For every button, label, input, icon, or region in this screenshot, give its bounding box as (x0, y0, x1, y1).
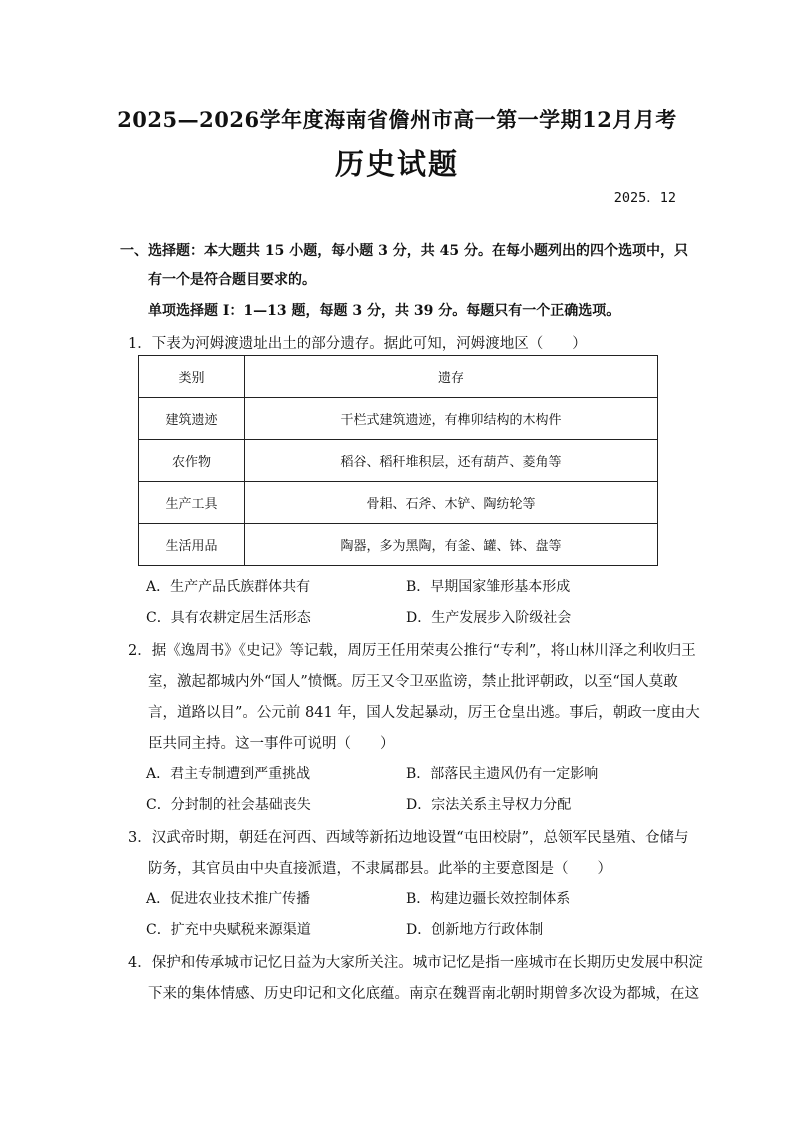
q1-option-b[interactable]: B．早期国家雏形基本形成 (406, 579, 571, 595)
q3-option-c[interactable]: C．扩充中央赋税来源渠道 (146, 922, 311, 938)
table-header-relics: 遗存 (245, 356, 658, 398)
table-cell: 生产工具 (139, 482, 245, 524)
table-cell: 骨耜、石斧、木铲、陶纺轮等 (245, 482, 658, 524)
section-heading-cont: 有一个是符合题目要求的。 (148, 272, 316, 288)
q1-option-d[interactable]: D．生产发展步入阶级社会 (406, 610, 572, 626)
question-2-line: 臣共同主持。这一事件可说明（ ） (148, 736, 395, 752)
q2-option-b[interactable]: B．部落民主遗风仍有一定影响 (406, 766, 599, 782)
q2-option-a[interactable]: A．君主专制遭到严重挑战 (146, 766, 311, 782)
table-row (139, 440, 658, 482)
section-heading: 一、选择题：本大题共 15 小题，每小题 3 分，共 45 分。在每小题列出的四个选项中，只 (120, 243, 688, 259)
table-row (139, 524, 658, 566)
table-cell: 干栏式建筑遗迹，有榫卯结构的木构件 (245, 398, 658, 440)
exam-date: 2025．12 (613, 190, 676, 206)
question-2-line: 室，激起都城内外“国人”愤慨。厉王又令卫巫监谤，禁止批评朝政，以至“国人莫敢 (148, 674, 678, 690)
table-row (139, 398, 658, 440)
table-cell: 建筑遗迹 (139, 398, 245, 440)
table-row (139, 482, 658, 524)
subject-title: 历史试题 (334, 147, 459, 181)
question-2-line: 言，道路以目”。公元前 841 年，国人发起暴动，厉王仓皇出逃。事后，朝政一度由大 (148, 705, 700, 721)
table-cell: 农作物 (139, 440, 245, 482)
question-4-line: 下来的集体情感、历史印记和文化底蕴。南京在魏晋南北朝时期曾多次设为都城，在这 (148, 986, 699, 1002)
q3-option-d[interactable]: D．创新地方行政体制 (406, 922, 544, 938)
q2-option-d[interactable]: D．宗法关系主导权力分配 (406, 797, 572, 813)
question-2-line: 2．据《逸周书》《史记》等记载，周厉王任用荣夷公推行“专利”，将山林川泽之利收归王 (128, 643, 696, 659)
table-header-row (139, 356, 658, 398)
question-3-line: 防务，其官员由中央直接派遣，不隶属郡县。此举的主要意图是（ ） (148, 861, 612, 877)
subsection-heading: 单项选择题 I：1—13 题，每题 3 分，共 39 分。每题只有一个正确选项。 (148, 303, 621, 319)
table-cell: 生活用品 (139, 524, 245, 566)
relics-table (138, 355, 658, 566)
question-3-line: 3．汉武帝时期，朝廷在河西、西域等新拓边地设置“屯田校尉”，总领军民垦殖、仓储与 (128, 830, 689, 846)
question-1-stem: 1．下表为河姆渡遗址出土的部分遗存。据此可知，河姆渡地区（ ） (128, 336, 587, 352)
table-header-category: 类别 (139, 356, 245, 398)
q1-option-a[interactable]: A．生产产品氏族群体共有 (146, 579, 311, 595)
table-cell: 稻谷、稻秆堆积层，还有葫芦、菱角等 (245, 440, 658, 482)
exam-title: 2025—2026学年度海南省儋州市高一第一学期12月月考 (117, 107, 677, 132)
q3-option-a[interactable]: A．促进农业技术推广传播 (146, 891, 311, 907)
q1-option-c[interactable]: C．具有农耕定居生活形态 (146, 610, 311, 626)
q2-option-c[interactable]: C．分封制的社会基础丧失 (146, 797, 311, 813)
question-4-line: 4．保护和传承城市记忆日益为大家所关注。城市记忆是指一座城市在长期历史发展中积淀 (128, 955, 703, 971)
table-cell: 陶器，多为黑陶，有釜、罐、钵、盘等 (245, 524, 658, 566)
q3-option-b[interactable]: B．构建边疆长效控制体系 (406, 891, 571, 907)
